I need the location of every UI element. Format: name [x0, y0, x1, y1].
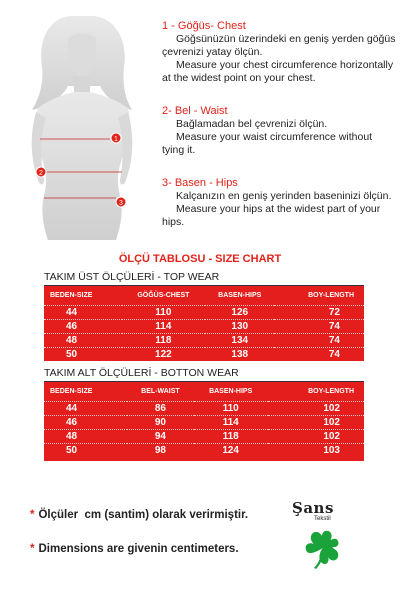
column-header: BASEN-HIPS: [218, 291, 262, 299]
column-header: BEL-WAIST: [141, 387, 180, 395]
logo-wordmark: Şans: [292, 499, 334, 517]
marker-waist-label: 2: [39, 170, 43, 177]
measure-hips-heading: 3- Basen - Hips: [162, 177, 238, 189]
size-chart-title: ÖLÇÜ TABLOSU - SIZE CHART: [118, 253, 282, 265]
table-header-row: [44, 286, 364, 305]
table-row: [44, 443, 364, 457]
table-cell: 74: [274, 347, 364, 361]
marker-waist: [36, 167, 46, 177]
table-cell: 46: [44, 415, 127, 429]
note-star-icon: *: [30, 543, 35, 555]
table-cell: 110: [122, 305, 206, 319]
table-cell: 118: [122, 333, 206, 347]
table-cell: 138: [205, 347, 274, 361]
brand-logo: [292, 499, 358, 522]
table-cell: 124: [194, 443, 268, 457]
four-leaf-clover-icon: [300, 526, 346, 572]
measure-waist-en: Measure your waist circumference without tying it.: [162, 131, 373, 156]
mannequin-silhouette-icon: [8, 8, 158, 240]
table-cell: 103: [268, 443, 364, 457]
table-row: [44, 429, 364, 443]
measure-chest-en: Measure your chest circumference horizontally at the widest point on your chest.: [162, 59, 394, 84]
marker-chest-label: 1: [114, 136, 118, 143]
table-cell: 94: [127, 429, 193, 443]
measure-hips-block: [162, 176, 396, 229]
table-cell: 134: [205, 333, 274, 347]
top-wear-table: [44, 285, 364, 361]
measure-chest-heading: 1 - Göğüs- Chest: [162, 20, 246, 32]
table-cell: 102: [268, 415, 364, 429]
table-cell: 50: [44, 347, 122, 361]
note-star-icon: *: [30, 509, 35, 521]
table-row: [44, 401, 364, 415]
table-cell: 102: [268, 429, 364, 443]
note-english-text: Dimensions are givenin centimeters.: [38, 543, 239, 555]
table-cell: 102: [268, 401, 364, 415]
table-cell: 86: [127, 401, 193, 415]
note-turkish-text: Ölçüler cm (santim) olarak verirmiştir.: [38, 509, 249, 521]
marker-chest: [111, 133, 121, 143]
measure-chest-tr: Göğsünüzün üzerindeki en geniş yerden göğüs çevrenizi yatay ölçün.: [162, 33, 396, 58]
table-cell: 130: [205, 319, 274, 333]
marker-hips: [116, 197, 126, 207]
body-silhouette-figure: [8, 8, 158, 240]
table-row: [44, 347, 364, 361]
table-cell: 114: [194, 415, 268, 429]
table-cell: 118: [194, 429, 268, 443]
measure-chest-block: [162, 19, 396, 85]
table-row: [44, 415, 364, 429]
column-header: BOY-LENGTH: [308, 291, 354, 299]
table-row: [44, 333, 364, 347]
column-header: BEDEN-SIZE: [50, 291, 93, 299]
measure-hips-tr: Kalçanızın en geniş yerinden baseninizi ölçün.: [176, 190, 392, 202]
table-cell: 110: [194, 401, 268, 415]
measure-waist-heading: 2- Bel - Waist: [162, 105, 228, 117]
table-row: [44, 305, 364, 319]
top-wear-label: TAKIM ÜST ÖLÇÜLERİ - TOP WEAR: [44, 271, 220, 283]
table-cell: 114: [122, 319, 206, 333]
measure-waist-block: [162, 104, 396, 157]
table-cell: 98: [127, 443, 193, 457]
column-header: BOY-LENGTH: [308, 387, 354, 395]
note-english: [30, 543, 239, 555]
table-cell: 126: [205, 305, 274, 319]
table-cell: 48: [44, 429, 127, 443]
table-cell: 90: [127, 415, 193, 429]
marker-hips-label: 3: [119, 200, 123, 207]
table-row: [44, 319, 364, 333]
table-cell: 46: [44, 319, 122, 333]
table-header-row: [44, 382, 364, 401]
table-cell: 50: [44, 443, 127, 457]
table-cell: 122: [122, 347, 206, 361]
table-cell: 44: [44, 401, 127, 415]
table-cell: 74: [274, 319, 364, 333]
column-header: BEDEN-SIZE: [50, 387, 93, 395]
bottom-wear-label: TAKIM ALT ÖLÇÜLERİ - BOTTON WEAR: [44, 367, 239, 379]
measure-waist-tr: Bağlamadan bel çevrenizi ölçün.: [176, 118, 328, 130]
table-cell: 44: [44, 305, 122, 319]
measure-hips-en: Measure your hips at the widest part of your hips.: [162, 203, 381, 228]
table-cell: 48: [44, 333, 122, 347]
column-header: GÖĞÜS-CHEST: [137, 291, 190, 299]
column-header: BASEN-HIPS: [209, 387, 253, 395]
bottom-wear-table: [44, 381, 364, 461]
table-cell: 72: [274, 305, 364, 319]
note-turkish: [30, 509, 248, 521]
logo-subtitle: Tekstil: [314, 516, 331, 522]
table-cell: 74: [274, 333, 364, 347]
